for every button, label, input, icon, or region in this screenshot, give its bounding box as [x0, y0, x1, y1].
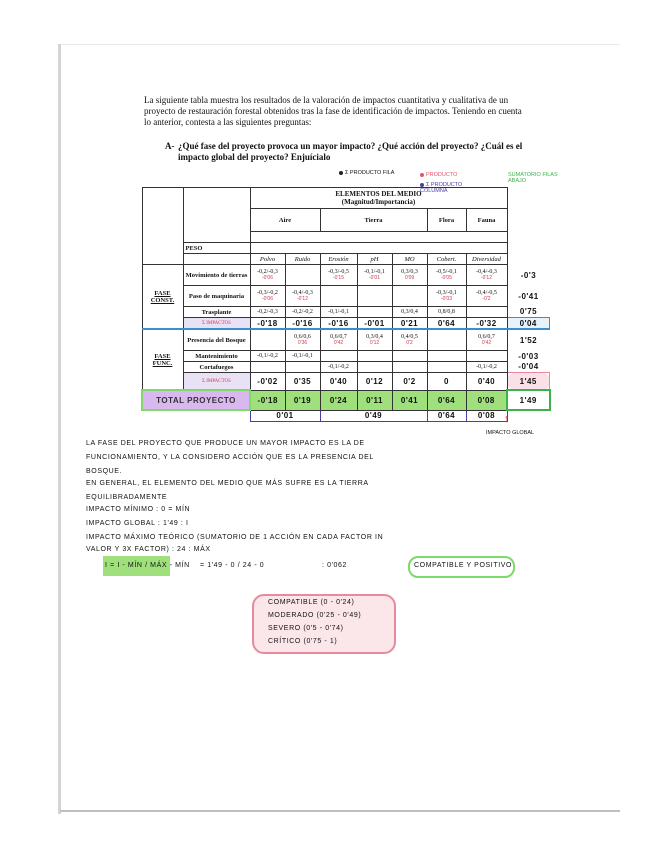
verdict-text: COMPATIBLE Y POSITIVO [414, 562, 513, 569]
scale-item: COMPATIBLE (0 - 0'24) [268, 599, 355, 606]
sum-cell: -0'18 [250, 318, 285, 330]
note-line: LA FASE DEL PROYECTO QUE PRODUCE UN MAYOR IMPACTO ES LA DE [86, 440, 365, 447]
factor-header-corner [183, 254, 250, 265]
impact-cell [357, 307, 392, 318]
impact-cell [320, 351, 357, 362]
formula-result: : 0'062 [322, 562, 347, 569]
impact-cell: 0,6/0,7 0'42 [320, 329, 357, 351]
phase-total: 0'04 [507, 318, 550, 330]
sum-cell: -0'02 [250, 373, 285, 391]
phase-label: FASE CONST. [142, 265, 183, 330]
impact-cell [285, 362, 320, 373]
blank-row [250, 232, 507, 243]
impact-cell: -0,3/-0,2 -0'06 [250, 286, 285, 307]
sum-cell: 0 [427, 373, 466, 391]
impact-cell [250, 329, 285, 351]
sum-cell: -0'16 [285, 318, 320, 330]
sum-cell: 0'40 [466, 373, 507, 391]
legend-item [420, 172, 470, 178]
group-header: Tierra [320, 209, 427, 232]
factor-header: Ruido [285, 254, 320, 265]
impact-cell [357, 351, 392, 362]
arrow-up-icon: ↑ [504, 413, 510, 425]
sum-cell: 0'35 [285, 373, 320, 391]
impact-cell [392, 362, 427, 373]
impact-cell: -0,2/-0,3 -0'06 [250, 265, 285, 286]
question-text: ¿Qué fase del proyecto provoca un mayor impacto? ¿Qué acción del proyecto? ¿Cuál es el impacto global del proyecto? Enjuícialo [178, 141, 523, 162]
global-impact: 1'49 [507, 390, 550, 410]
impact-cell [320, 286, 357, 307]
impact-cell: -0,1/-0,1 [285, 351, 320, 362]
note-line: EQUILIBRADAMENTE [86, 494, 168, 501]
impact-cell [392, 286, 427, 307]
total-cell: 0'11 [357, 390, 392, 410]
sum-cell: -0'01 [357, 318, 392, 330]
legend-dot [420, 173, 424, 177]
row-total: -0'41 [518, 291, 539, 301]
factor-header: Cobert. [427, 254, 466, 265]
arrow-label: IMPACTO GLOBAL [486, 430, 535, 436]
scale-box [252, 594, 396, 654]
sum-cell: -0'16 [320, 318, 357, 330]
question [165, 141, 523, 163]
sum-cell: 0'2 [392, 373, 427, 391]
impact-cell [466, 351, 507, 362]
action-label: Cortafuegos [183, 362, 250, 373]
legend-item [339, 170, 399, 176]
intro-text: La siguiente tabla muestra los resultados de la valoración de impactos cuantitativa y cualitativa de un proyecto de restauración forestal obtenidos tras la fase de identificación de impactos. Teniendo en cuenta lo anterior, contesta a las siguientes preguntas: [144, 95, 522, 127]
table-subtitle: (Magnitud/Importancia) [341, 198, 416, 206]
row-total: -0'3 [520, 270, 537, 280]
impact-cell [427, 351, 466, 362]
subtotal-cell: 0'08 [466, 410, 507, 421]
note-line: BOSQUE. [86, 468, 123, 475]
note-line: VALOR Y 3X FACTOR) : 24 : MÁX [86, 546, 211, 553]
impact-cell: -0,1/-0,2 [466, 362, 507, 373]
factor-header: pH [357, 254, 392, 265]
impact-table [141, 187, 551, 422]
impact-cell: -0,1/-0,2 [250, 351, 285, 362]
action-label: Trasplante [183, 307, 250, 318]
table-title-text: ELEMENTOS DEL MEDIO [335, 190, 422, 198]
impact-cell: -0,1/-0,1 -0'01 [357, 265, 392, 286]
factor-header: MO [392, 254, 427, 265]
impact-cell: -0,4/-0,3 -0'12 [285, 286, 320, 307]
note-line: IMPACTO MÍNIMO : 0 = MÍN [86, 506, 191, 513]
factor-header: Polvo [250, 254, 285, 265]
note-line: IMPACTO MÁXIMO TEÓRICO (SUMATORIO DE 1 ACCIÓN EN CADA FACTOR IN [86, 534, 384, 541]
formula-left: I = I - MÍN / MÁX - MÍN [105, 562, 190, 569]
page-edge [60, 810, 620, 812]
impact-cell [392, 351, 427, 362]
impact-cell [357, 362, 392, 373]
impact-cell: -0,1/-0,1 [320, 307, 357, 318]
spacer-cell [507, 410, 550, 421]
phase-label: FASE FUNC. [142, 329, 183, 390]
row-total: 0'75 [519, 307, 538, 317]
total-cell: 0'24 [320, 390, 357, 410]
total-cell: -0'18 [250, 390, 285, 410]
action-label: Mantenimiento [183, 351, 250, 362]
impact-cell: 0,6/0,7 0'42 [466, 329, 507, 351]
impact-cell: 0,3/0,4 0'12 [357, 329, 392, 351]
impact-cell [250, 362, 285, 373]
impact-cell [427, 329, 466, 351]
note-line: IMPACTO GLOBAL : 1'49 : I [86, 520, 189, 527]
question-letter: A- [165, 141, 175, 151]
impact-cell: -0,2/-0,2 [285, 307, 320, 318]
impact-cell: 0,8/0,8 [427, 307, 466, 318]
scale-item: CRÍTICO (0'75 - 1) [268, 638, 338, 645]
impact-cell [466, 307, 507, 318]
subtotal-cell: 0'01 [250, 410, 320, 421]
legend-label: Σ PRODUCTO COLUMNA [420, 182, 463, 194]
legend-label: SUMATORIO FILAS ABAJO [508, 172, 558, 184]
phase-total: 1'45 [507, 373, 550, 391]
row-total: -0'03 [518, 351, 539, 361]
total-cell: 0'41 [392, 390, 427, 410]
total-label: TOTAL PROYECTO [142, 390, 250, 410]
action-label: Presencia del Bosque [183, 329, 250, 351]
row-total: 1'52 [519, 335, 538, 345]
sum-cell: 0'64 [427, 318, 466, 330]
spacer-cell [507, 254, 550, 265]
note-line: EN GENERAL, EL ELEMENTO DEL MEDIO QUE MÁS SUFRE ES LA TIERRA [86, 480, 369, 487]
subtotal-cell: 0'49 [320, 410, 427, 421]
impact-cell: 0,3/0,4 [392, 307, 427, 318]
row-total: -0'04 [518, 362, 539, 372]
page-edge [60, 44, 620, 45]
impact-cell: 0,4/0,5 0'2 [392, 329, 427, 351]
factor-header: Diversidad [466, 254, 507, 265]
sum-label: Σ IMPACTOS [183, 318, 250, 330]
spacer-cell [507, 188, 550, 243]
impact-cell [285, 265, 320, 286]
sum-cell: 0'40 [320, 373, 357, 391]
legend-label: Σ PRODUCTO FILA [345, 170, 395, 176]
subtotal-cell: 0'64 [427, 410, 466, 421]
action-label: Movimiento de tierras [183, 265, 250, 286]
sum-label: Σ IMPACTOS [183, 373, 250, 391]
scale-item: SEVERO (0'5 - 0'74) [268, 625, 344, 632]
impact-cell: 0,3/0,3 0'09 [392, 265, 427, 286]
page-edge [58, 44, 61, 814]
group-header: Aire [250, 209, 320, 232]
corner-cell [142, 188, 183, 265]
spacer-cell [142, 410, 250, 421]
impact-cell: -0,1/-0,2 [320, 362, 357, 373]
impact-cell [427, 362, 466, 373]
sum-cell: -0'32 [466, 318, 507, 330]
legend-item [508, 172, 568, 184]
group-header: Flora [427, 209, 466, 232]
table-title [250, 188, 507, 209]
legend-dot [420, 183, 424, 187]
formula-mid: = 1'49 - 0 / 24 - 0 [200, 562, 265, 569]
sum-cell: 0'21 [392, 318, 427, 330]
impact-cell [357, 286, 392, 307]
note-line: FUNCIONAMIENTO, Y LA CONSIDERO ACCIÓN QUE ES LA PRESENCIA DEL [86, 454, 374, 461]
impact-cell: -0,4/-0,3 -0'12 [466, 265, 507, 286]
legend-dot [339, 171, 343, 175]
impact-cell: -0,5/-0,1 -0'05 [427, 265, 466, 286]
factor-header: Erosión [320, 254, 357, 265]
legend-label: PRODUCTO [426, 172, 458, 178]
impact-cell: -0,4/-0,5 -0'2 [466, 286, 507, 307]
impact-cell: -0,3/-0,5 -0'15 [320, 265, 357, 286]
group-header: Fauna [466, 209, 507, 232]
scale-item: MODERADO (0'25 - 0'49) [268, 612, 362, 619]
peso-label: PESO [183, 243, 250, 254]
sum-cell: 0'12 [357, 373, 392, 391]
total-cell: 0'19 [285, 390, 320, 410]
spacer-cell [507, 243, 550, 254]
impact-cell: -0,2/-0,3 [250, 307, 285, 318]
total-cell: 0'08 [466, 390, 507, 410]
impact-cell: -0,3/-0,1 -0'03 [427, 286, 466, 307]
peso-row [250, 243, 507, 254]
corner-cell [183, 188, 250, 243]
impact-cell: 0,6/0,6 0'36 [285, 329, 320, 351]
total-cell: 0'64 [427, 390, 466, 410]
action-label: Paso de maquinaria [183, 286, 250, 307]
